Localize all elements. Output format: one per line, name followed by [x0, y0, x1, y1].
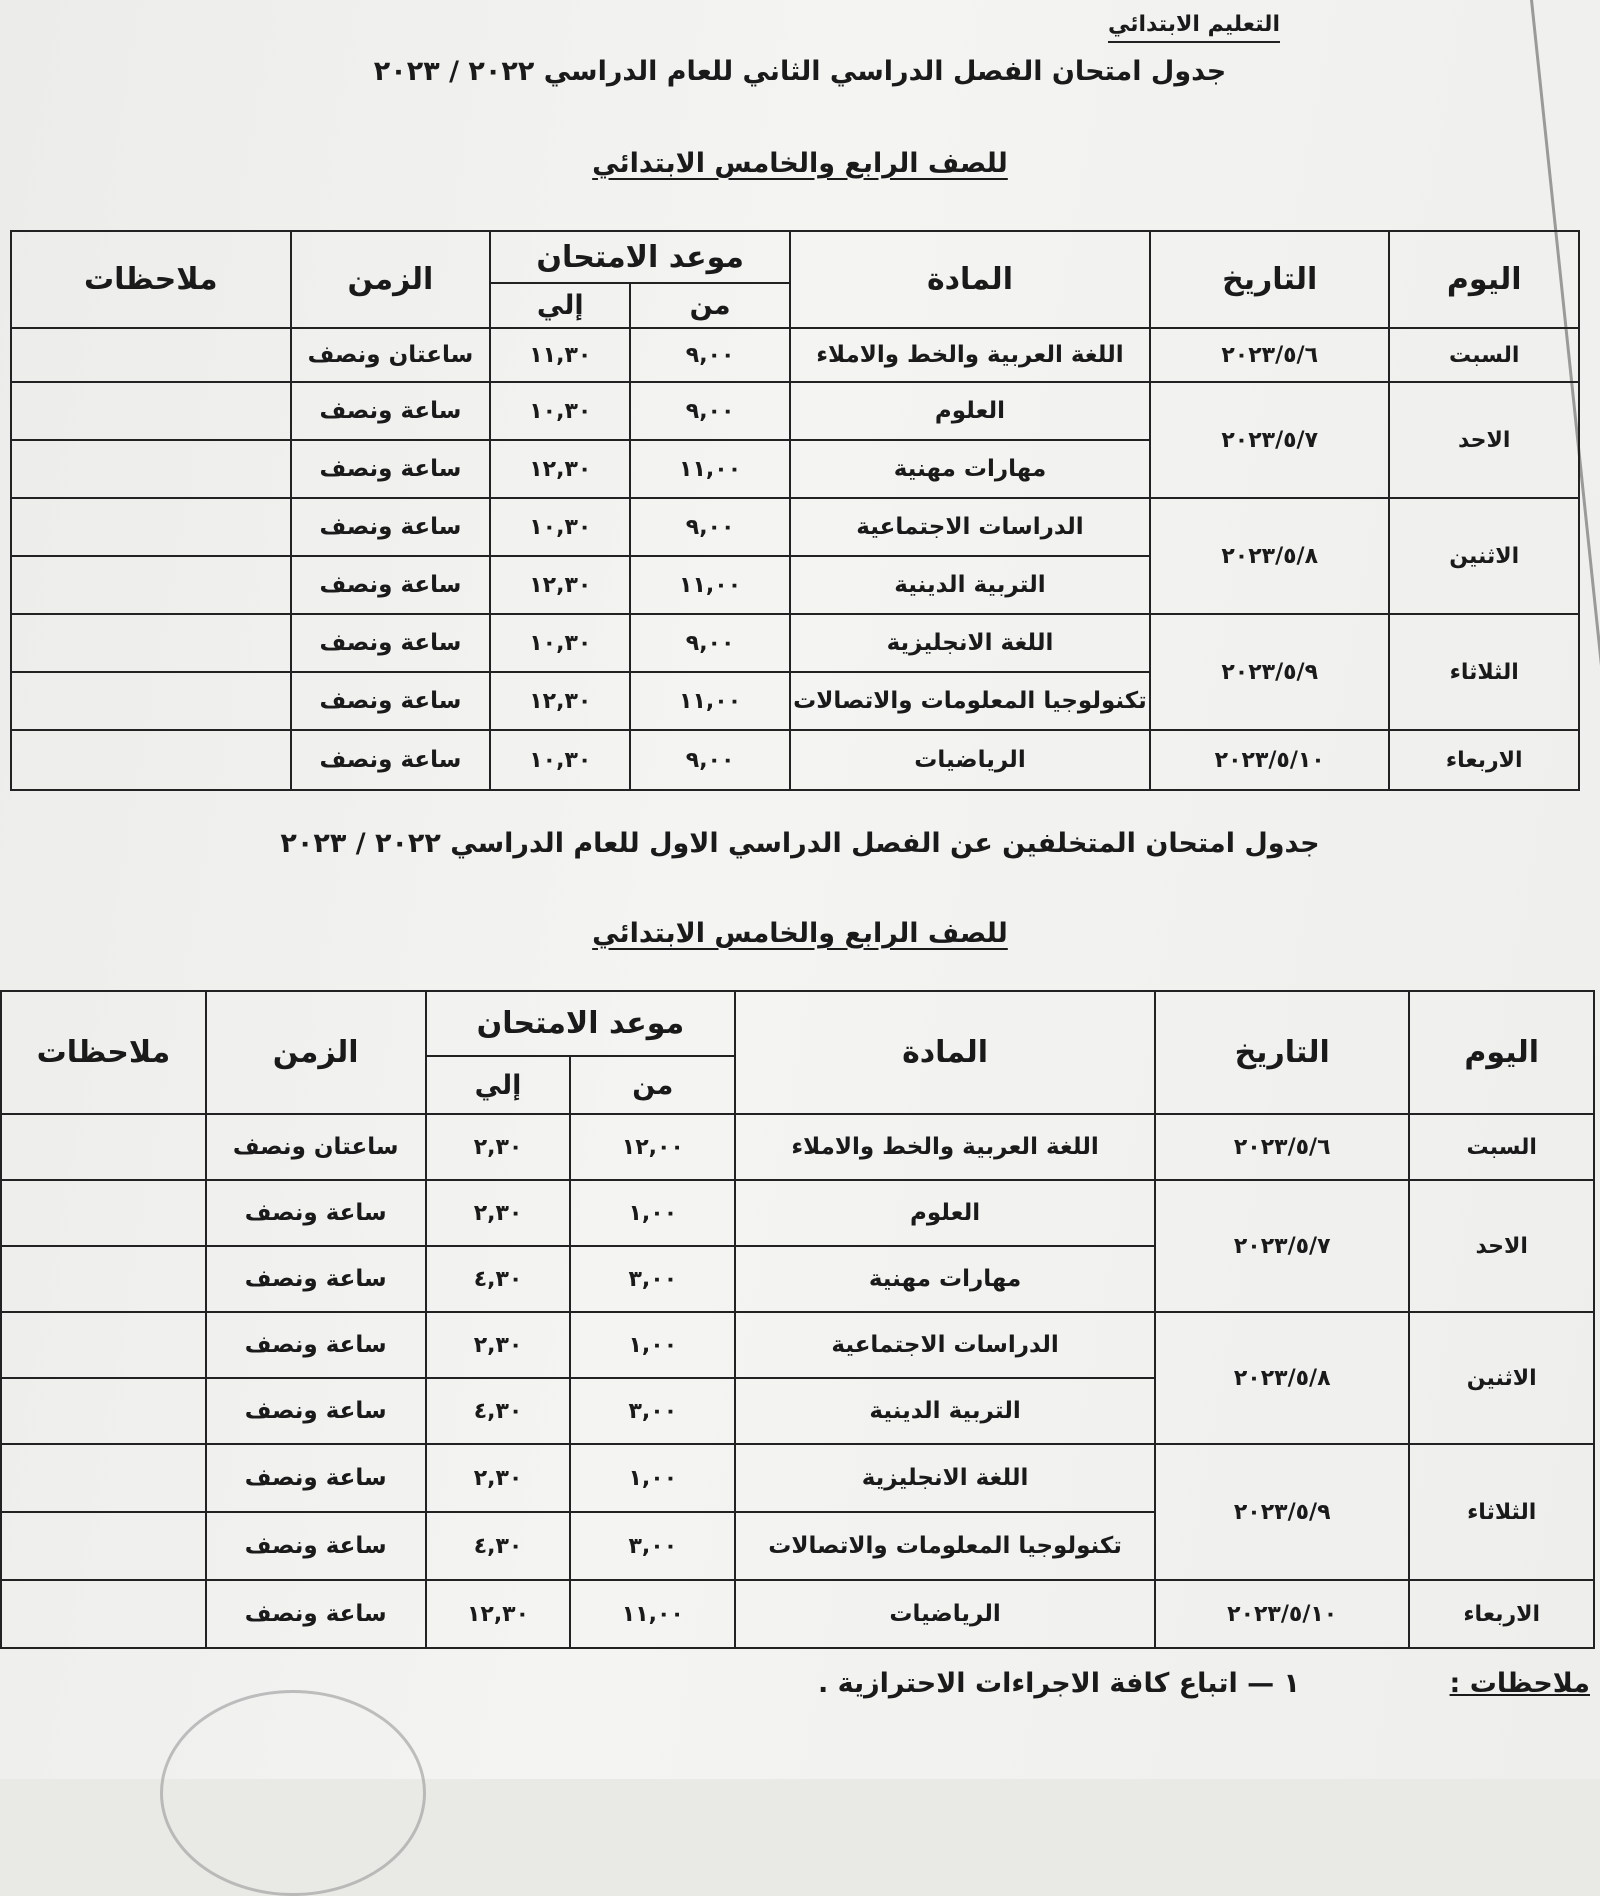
col-day: اليوم: [1409, 991, 1594, 1114]
duration-cell: ساعة ونصف: [206, 1444, 426, 1512]
day-cell: الاثنين: [1389, 498, 1579, 614]
to-cell: ١٢,٣٠: [490, 440, 630, 498]
from-cell: ١١,٠٠: [630, 556, 790, 614]
date-cell: ٢٠٢٣/٥/١٠: [1150, 730, 1389, 790]
notes-cell: [11, 328, 291, 382]
from-cell: ٩,٠٠: [630, 382, 790, 440]
subject-cell: اللغة الانجليزية: [790, 614, 1150, 672]
day-cell: الثلاثاء: [1389, 614, 1579, 730]
date-cell: ٢٠٢٣/٥/٧: [1150, 382, 1389, 498]
from-cell: ١١,٠٠: [630, 440, 790, 498]
date-cell: ٢٠٢٣/٥/٩: [1155, 1444, 1409, 1580]
to-cell: ١٠,٣٠: [490, 498, 630, 556]
late-title: جدول امتحان المتخلفين عن الفصل الدراسي الاول للعام الدراسي ٢٠٢٢ / ٢٠٢٣: [280, 828, 1320, 859]
subject-cell: العلوم: [790, 382, 1150, 440]
date-cell: ٢٠٢٣/٥/٩: [1150, 614, 1389, 730]
notes-label: ملاحظات :: [1449, 1668, 1590, 1699]
from-cell: ٣,٠٠: [570, 1378, 735, 1444]
col-day: اليوم: [1389, 231, 1579, 328]
to-cell: ٤,٣٠: [426, 1378, 571, 1444]
col-exam-time: موعد الامتحان: [490, 231, 790, 283]
notes-cell: [1, 1180, 206, 1246]
notes-cell: [11, 556, 291, 614]
notes-cell: [11, 498, 291, 556]
duration-cell: ساعة ونصف: [206, 1512, 426, 1580]
from-cell: ٩,٠٠: [630, 328, 790, 382]
from-cell: ١,٠٠: [570, 1444, 735, 1512]
day-cell: الاربعاء: [1409, 1580, 1594, 1648]
notes-cell: [11, 730, 291, 790]
notes-cell: [11, 382, 291, 440]
term2-table: [10, 230, 1580, 791]
notes-cell: [1, 1444, 206, 1512]
notes-cell: [11, 614, 291, 672]
col-exam-time: موعد الامتحان: [426, 991, 736, 1056]
official-seal: [160, 1690, 426, 1896]
subject-cell: الرياضيات: [790, 730, 1150, 790]
table-row: [11, 498, 1579, 556]
col-duration: الزمن: [206, 991, 426, 1114]
duration-cell: ساعة ونصف: [291, 672, 491, 730]
table-row: [1, 1444, 1594, 1512]
from-cell: ١١,٠٠: [630, 672, 790, 730]
subject-cell: العلوم: [735, 1180, 1155, 1246]
day-cell: الثلاثاء: [1409, 1444, 1594, 1580]
duration-cell: ساعة ونصف: [206, 1378, 426, 1444]
day-cell: السبت: [1389, 328, 1579, 382]
col-from: من: [630, 283, 790, 328]
date-cell: ٢٠٢٣/٥/٨: [1155, 1312, 1409, 1444]
duration-cell: ساعتان ونصف: [206, 1114, 426, 1180]
date-cell: ٢٠٢٣/٥/١٠: [1155, 1580, 1409, 1648]
subject-cell: التربية الدينية: [790, 556, 1150, 614]
col-to: إلي: [426, 1056, 571, 1114]
to-cell: ٢,٣٠: [426, 1312, 571, 1378]
subject-cell: الرياضيات: [735, 1580, 1155, 1648]
to-cell: ١٢,٣٠: [490, 672, 630, 730]
late-subtitle: للصف الرابع والخامس الابتدائي: [592, 918, 1008, 949]
col-to: إلي: [490, 283, 630, 328]
to-cell: ٤,٣٠: [426, 1512, 571, 1580]
date-cell: ٢٠٢٣/٥/٦: [1150, 328, 1389, 382]
col-notes: ملاحظات: [1, 991, 206, 1114]
to-cell: ١٠,٣٠: [490, 730, 630, 790]
from-cell: ٩,٠٠: [630, 614, 790, 672]
subject-cell: مهارات مهنية: [735, 1246, 1155, 1312]
duration-cell: ساعة ونصف: [206, 1312, 426, 1378]
to-cell: ٤,٣٠: [426, 1246, 571, 1312]
table-row: [11, 382, 1579, 440]
date-cell: ٢٠٢٣/٥/٦: [1155, 1114, 1409, 1180]
day-cell: الاربعاء: [1389, 730, 1579, 790]
subject-cell: التربية الدينية: [735, 1378, 1155, 1444]
duration-cell: ساعة ونصف: [206, 1180, 426, 1246]
to-cell: ١٠,٣٠: [490, 382, 630, 440]
to-cell: ١٢,٣٠: [490, 556, 630, 614]
notes-cell: [1, 1580, 206, 1648]
col-date: التاريخ: [1155, 991, 1409, 1114]
day-cell: الاحد: [1389, 382, 1579, 498]
day-cell: السبت: [1409, 1114, 1594, 1180]
from-cell: ٣,٠٠: [570, 1246, 735, 1312]
from-cell: ١,٠٠: [570, 1312, 735, 1378]
subject-cell: اللغة العربية والخط والاملاء: [735, 1114, 1155, 1180]
table-row: [11, 730, 1579, 790]
to-cell: ٢,٣٠: [426, 1180, 571, 1246]
to-cell: ٢,٣٠: [426, 1114, 571, 1180]
office-header: التعليم الابتدائي: [1108, 12, 1280, 43]
notes-cell: [1, 1312, 206, 1378]
to-cell: ١١,٣٠: [490, 328, 630, 382]
from-cell: ١١,٠٠: [570, 1580, 735, 1648]
from-cell: ١,٠٠: [570, 1180, 735, 1246]
subject-cell: اللغة العربية والخط والاملاء: [790, 328, 1150, 382]
subject-cell: تكنولوجيا المعلومات والاتصالات: [790, 672, 1150, 730]
notes-cell: [1, 1512, 206, 1580]
col-notes: ملاحظات: [11, 231, 291, 328]
notes-cell: [1, 1114, 206, 1180]
col-subject: المادة: [790, 231, 1150, 328]
day-cell: الاثنين: [1409, 1312, 1594, 1444]
day-cell: الاحد: [1409, 1180, 1594, 1312]
term2-title: جدول امتحان الفصل الدراسي الثاني للعام الدراسي ٢٠٢٢ / ٢٠٢٣: [373, 56, 1227, 87]
table-row: [1, 1114, 1594, 1180]
from-cell: ٣,٠٠: [570, 1512, 735, 1580]
duration-cell: ساعة ونصف: [291, 440, 491, 498]
notes-cell: [11, 672, 291, 730]
table-row: [11, 614, 1579, 672]
subject-cell: الدراسات الاجتماعية: [790, 498, 1150, 556]
subject-cell: اللغة الانجليزية: [735, 1444, 1155, 1512]
duration-cell: ساعة ونصف: [291, 730, 491, 790]
col-date: التاريخ: [1150, 231, 1389, 328]
term2-subtitle: للصف الرابع والخامس الابتدائي: [592, 148, 1008, 179]
col-duration: الزمن: [291, 231, 491, 328]
table-row: [11, 328, 1579, 382]
duration-cell: ساعة ونصف: [291, 614, 491, 672]
col-from: من: [570, 1056, 735, 1114]
late-table: [0, 990, 1595, 1649]
notes-cell: [1, 1246, 206, 1312]
subject-cell: تكنولوجيا المعلومات والاتصالات: [735, 1512, 1155, 1580]
date-cell: ٢٠٢٣/٥/٨: [1150, 498, 1389, 614]
col-subject: المادة: [735, 991, 1155, 1114]
from-cell: ٩,٠٠: [630, 498, 790, 556]
to-cell: ١٠,٣٠: [490, 614, 630, 672]
notes-cell: [1, 1378, 206, 1444]
subject-cell: الدراسات الاجتماعية: [735, 1312, 1155, 1378]
date-cell: ٢٠٢٣/٥/٧: [1155, 1180, 1409, 1312]
duration-cell: ساعة ونصف: [206, 1580, 426, 1648]
note-item: ١ — اتباع كافة الاجراءات الاحترازية .: [817, 1668, 1300, 1699]
duration-cell: ساعتان ونصف: [291, 328, 491, 382]
table-row: [1, 1580, 1594, 1648]
from-cell: ١٢,٠٠: [570, 1114, 735, 1180]
notes-cell: [11, 440, 291, 498]
duration-cell: ساعة ونصف: [291, 556, 491, 614]
duration-cell: ساعة ونصف: [206, 1246, 426, 1312]
duration-cell: ساعة ونصف: [291, 382, 491, 440]
from-cell: ٩,٠٠: [630, 730, 790, 790]
to-cell: ٢,٣٠: [426, 1444, 571, 1512]
table-row: [1, 1312, 1594, 1378]
subject-cell: مهارات مهنية: [790, 440, 1150, 498]
table-row: [1, 1180, 1594, 1246]
duration-cell: ساعة ونصف: [291, 498, 491, 556]
to-cell: ١٢,٣٠: [426, 1580, 571, 1648]
